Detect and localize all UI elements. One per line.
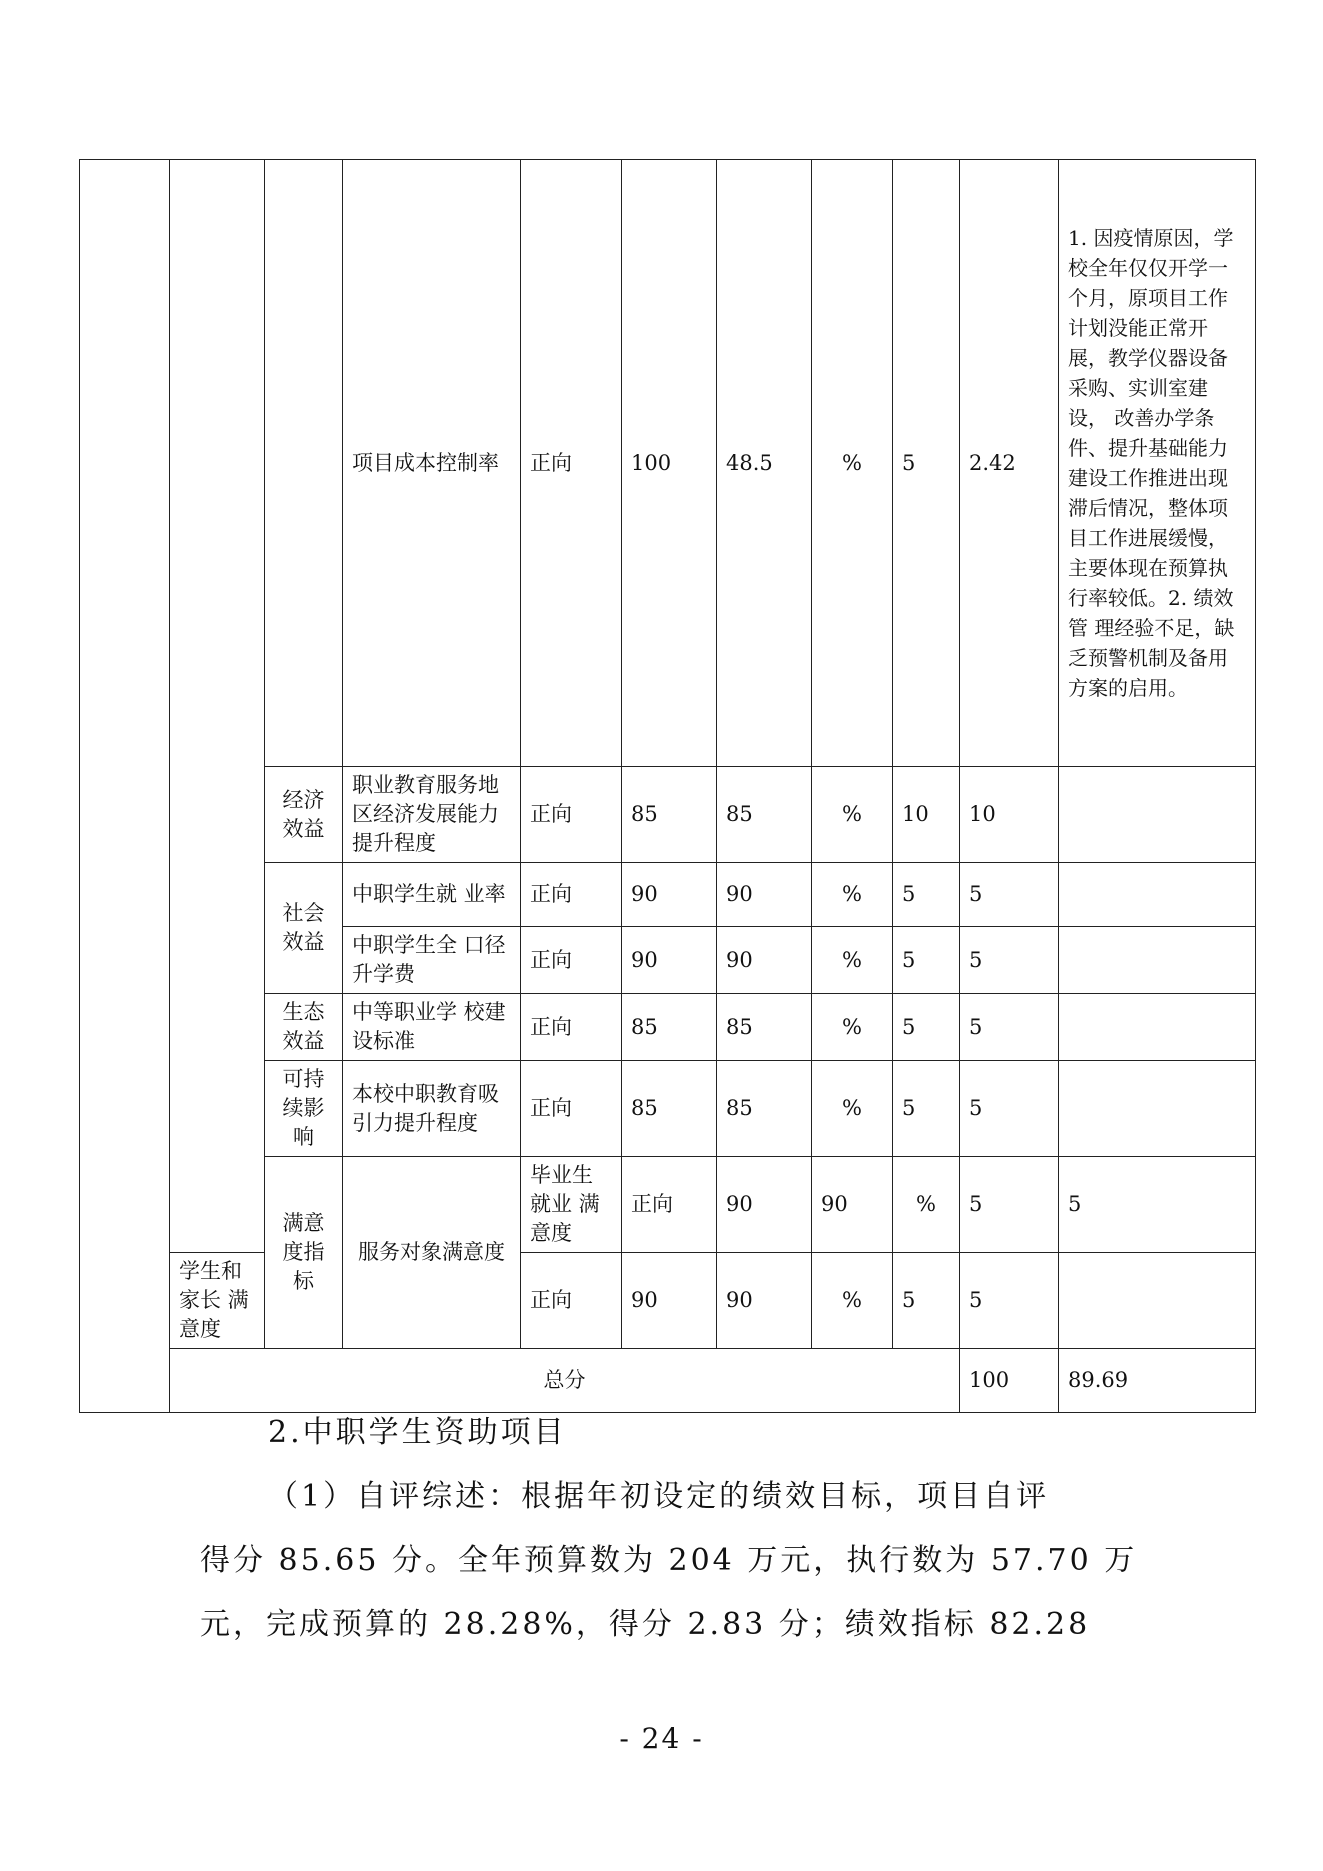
score-cell: 10: [960, 767, 1059, 863]
performance-table: [79, 159, 1256, 1413]
total-row: [80, 1349, 1256, 1413]
actual-cell: 85: [717, 767, 812, 863]
unit-cell: %: [812, 767, 893, 863]
indicator-cell: 学生和家长 满意度: [170, 1253, 265, 1349]
target-cell: 100: [622, 160, 717, 767]
table-row: [80, 160, 1256, 767]
score-cell: 5: [1059, 1157, 1256, 1253]
target-cell: 90: [622, 927, 717, 994]
unit-cell: %: [812, 994, 893, 1061]
indicator-cell: 中等职业学 校建设标准: [343, 994, 521, 1061]
score-cell: 5: [960, 1253, 1059, 1349]
indicator-cell: 项目成本控制率: [343, 160, 521, 767]
satisfaction-level2: 服务对象满意度: [343, 1157, 521, 1349]
target-cell: 90: [622, 863, 717, 927]
target-cell: 85: [622, 1061, 717, 1157]
weight-cell: 5: [893, 994, 960, 1061]
note-cell: [1059, 1253, 1256, 1349]
category-social: 社会效益: [265, 863, 343, 994]
target-cell: 90: [622, 1253, 717, 1349]
score-cell: 5: [960, 1061, 1059, 1157]
category-sustainable: 可持续影响: [265, 1061, 343, 1157]
weight-cell: 5: [893, 927, 960, 994]
actual-cell: 90: [717, 863, 812, 927]
paragraph-line: 得分 85.65 分。全年预算数为 204 万元，执行数为 57.70 万: [200, 1543, 1138, 1578]
unit-cell: %: [893, 1157, 960, 1253]
section-heading: 2.中职学生资助项目: [268, 1415, 567, 1450]
weight-cell: 5: [893, 863, 960, 927]
direction-cell: 正向: [521, 994, 622, 1061]
score-cell: 2.42: [960, 160, 1059, 767]
direction-cell: 正向: [521, 1253, 622, 1349]
satisfaction-level1: 满意度指标: [265, 1157, 343, 1349]
unit-cell: %: [812, 1253, 893, 1349]
direction-cell: 正向: [622, 1157, 717, 1253]
weight-cell: 5: [893, 160, 960, 767]
total-weight: 100: [960, 1349, 1059, 1413]
actual-cell: 90: [812, 1157, 893, 1253]
weight-cell: 5: [893, 1061, 960, 1157]
actual-cell: 85: [717, 994, 812, 1061]
target-cell: 85: [622, 767, 717, 863]
direction-cell: 正向: [521, 863, 622, 927]
note-cell: [1059, 767, 1256, 863]
unit-cell: %: [812, 160, 893, 767]
level1-blank-cell: [80, 160, 170, 1413]
weight-cell: 5: [960, 1157, 1059, 1253]
level2-blank-cell: [170, 160, 265, 1253]
paragraph-line: （1）自评综述：根据年初设定的绩效目标，项目自评: [268, 1479, 1050, 1514]
indicator-cell: 职业教育服务地区经济发展能力提升程度: [343, 767, 521, 863]
note-cell: [1059, 863, 1256, 927]
level3-blank-cell: [265, 160, 343, 767]
score-cell: 5: [960, 994, 1059, 1061]
target-cell: 85: [622, 994, 717, 1061]
indicator-cell: 毕业生就业 满意度: [521, 1157, 622, 1253]
direction-cell: 正向: [521, 767, 622, 863]
actual-cell: 90: [717, 1253, 812, 1349]
note-cell: [1059, 1061, 1256, 1157]
table-row: [80, 1253, 1256, 1349]
actual-cell: 48.5: [717, 160, 812, 767]
actual-cell: 90: [717, 927, 812, 994]
unit-cell: %: [812, 863, 893, 927]
unit-cell: %: [812, 927, 893, 994]
category-ecological: 生态效益: [265, 994, 343, 1061]
unit-cell: %: [812, 1061, 893, 1157]
direction-cell: 正向: [521, 160, 622, 767]
category-economic: 经济效益: [265, 767, 343, 863]
weight-cell: 10: [893, 767, 960, 863]
paragraph-line: 元，完成预算的 28.28%，得分 2.83 分；绩效指标 82.28: [200, 1607, 1091, 1642]
total-label: 总分: [170, 1349, 960, 1413]
weight-cell: 5: [893, 1253, 960, 1349]
direction-cell: 正向: [521, 1061, 622, 1157]
page-number: - 24 -: [619, 1722, 704, 1755]
direction-cell: 正向: [521, 927, 622, 994]
indicator-cell: 中职学生就 业率: [343, 863, 521, 927]
indicator-cell: 中职学生全 口径升学费: [343, 927, 521, 994]
deviation-note-cell: 1. 因疫情原因，学校全年仅仅开学一个月，原项目工作计划没能正常开展，教学仪器设备采购、实训室建设， 改善办学条件、提升基础能力建设工作推进出现滞后情况，整体项目工作进展缓慢，主要体现在预算执行率较低。2. 绩效管 理经验不足，缺乏预警机制及备用方案的启用。: [1059, 160, 1256, 767]
actual-cell: 85: [717, 1061, 812, 1157]
score-cell: 5: [960, 863, 1059, 927]
note-cell: [1059, 927, 1256, 994]
total-score: 89.69: [1059, 1349, 1256, 1413]
indicator-cell: 本校中职教育吸引力提升程度: [343, 1061, 521, 1157]
target-cell: 90: [717, 1157, 812, 1253]
note-cell: [1059, 994, 1256, 1061]
score-cell: 5: [960, 927, 1059, 994]
